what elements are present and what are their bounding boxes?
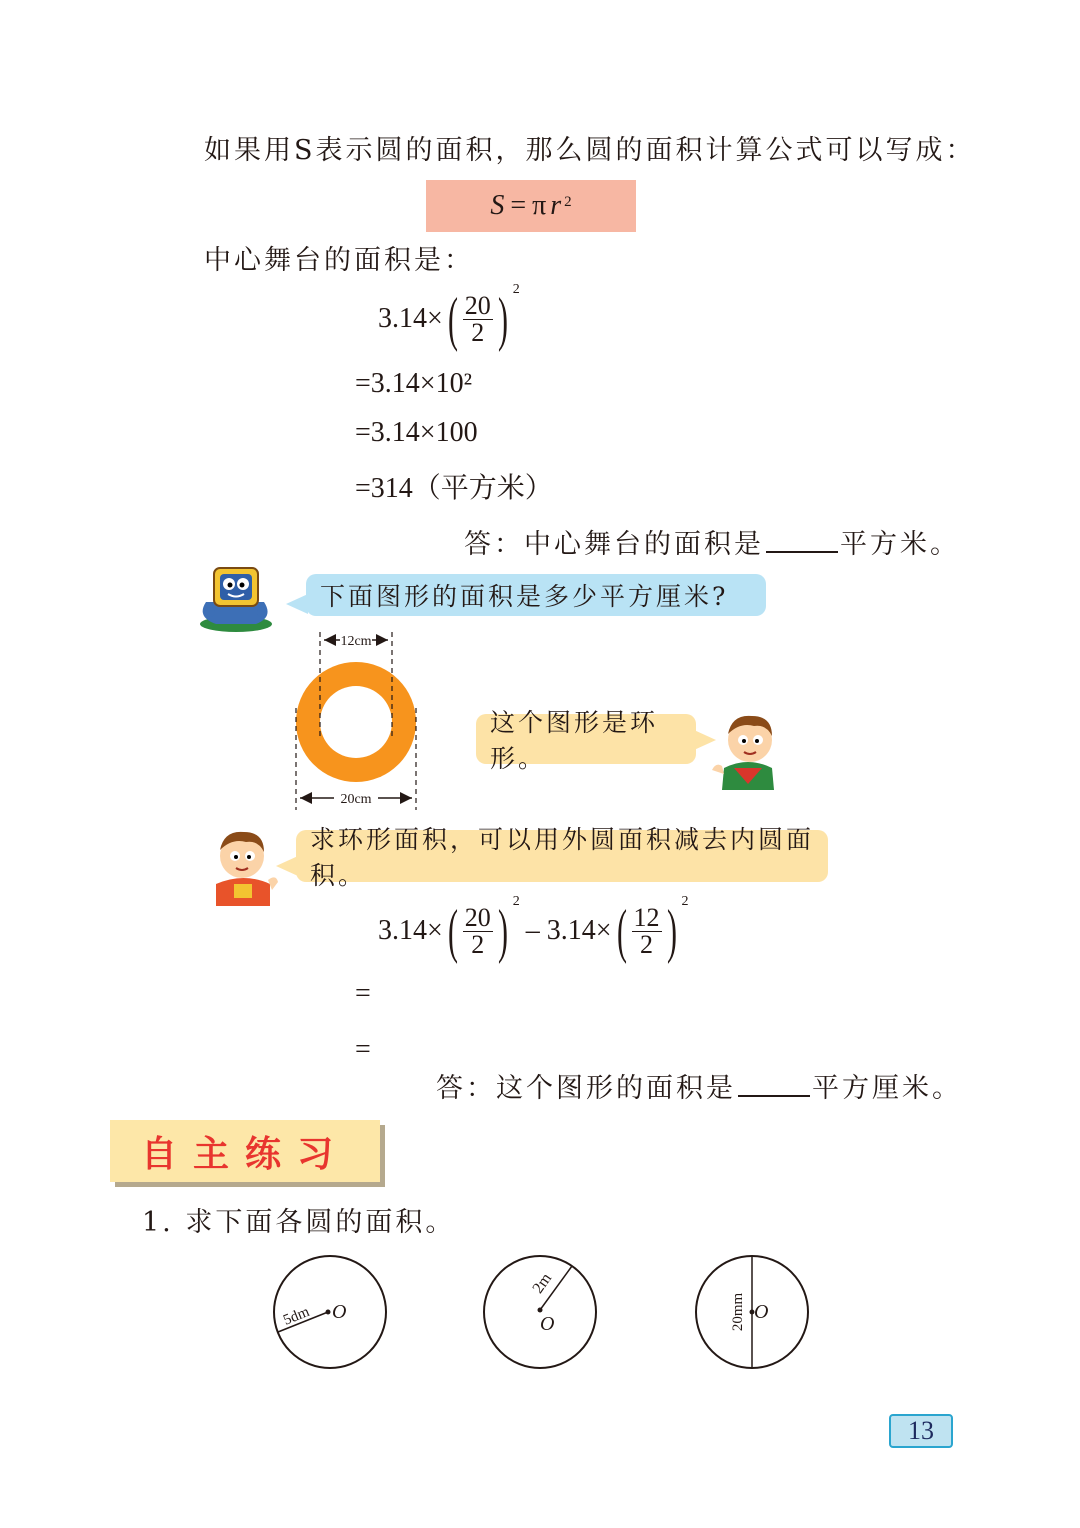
intro-text: 如果用S表示圆的面积，那么圆的面积计算公式可以写成： [204,135,976,166]
fraction-denominator: 2 [640,929,654,959]
fraction-numerator: 12 [633,902,660,932]
right-paren: ) [497,286,508,352]
fraction-numerator: 20 [464,290,491,320]
stage-step2: =3.14×10² [355,368,472,399]
area-formula [426,180,636,232]
ring-eq-line2: = [355,1034,371,1065]
stage-answer-prefix: 答：中心舞台的面积是 [464,529,764,560]
left-paren: ( [447,898,458,964]
exponent: 2 [512,282,520,297]
formula-eq: = [510,190,527,221]
inner-diameter-label: 12cm [340,634,372,649]
fraction [463,902,493,959]
ring-question: 下面图形的面积是多少平方厘米? [320,582,729,611]
stage-title: 中心舞台的面积是： [204,245,474,276]
bubble-tail [286,594,308,614]
circle-2-center: O [540,1313,555,1335]
circle-3-center: O [754,1301,769,1323]
circle-1-center: O [332,1301,347,1323]
formula-r: r [550,190,562,221]
fraction-denominator: 2 [471,929,485,959]
left-paren: ( [616,898,627,964]
circle-3-label: 20mm [730,1292,746,1332]
stage-answer-suffix: 平方米。 [840,529,960,560]
exponent: 2 [512,894,520,909]
circle-figure-1 [270,1252,390,1372]
circle-figure-2 [480,1252,600,1372]
ring-expr-prefix: 3.14× [378,915,443,946]
fraction-denominator: 2 [471,317,485,347]
page-number: 13 [889,1414,953,1448]
ring-figure [288,628,424,814]
bubble-tail [276,856,298,876]
ring-expression [378,896,689,966]
robot-mascot-icon [196,562,276,634]
fraction-numerator: 20 [464,902,491,932]
boy-character-icon [208,822,282,906]
stage-step3: =3.14×100 [355,417,478,448]
answer-blank[interactable] [766,551,838,553]
stage-step4: =314（平方米） [355,473,553,504]
practice-heading: 自主练习 [110,1120,380,1182]
stage-step1-prefix: 3.14× [378,303,443,334]
formula-pi: π [532,190,547,221]
left-paren: ( [447,286,458,352]
ring-eq-line1: = [355,978,371,1009]
ring-expr-minus: – 3.14× [525,915,612,946]
shape-bubble-text: 这个图形是环形。 [490,708,659,773]
fraction [463,290,493,347]
boy-character-icon [710,708,786,790]
circle-figure-3 [692,1252,812,1372]
ring-answer-suffix: 平方厘米。 [812,1073,962,1104]
stage-answer [464,522,960,561]
ring-answer [436,1066,962,1105]
shape-bubble [476,708,696,773]
right-paren: ) [497,898,508,964]
answer-blank[interactable] [738,1095,810,1097]
outer-diameter-label: 20cm [340,792,372,807]
circle-2-label: 2m [529,1270,556,1297]
ring-question-bubble [306,574,766,616]
formula-s: S [490,190,505,221]
exponent: 2 [681,894,689,909]
right-paren: ) [666,898,677,964]
inner-circle [320,686,392,758]
fraction [632,902,662,959]
circle-1-label: 5dm [281,1303,312,1329]
ring-answer-prefix: 答：这个图形的面积是 [436,1073,736,1104]
practice-question-1: 1. 求下面各圆的面积。 [142,1207,456,1238]
stage-step1 [378,284,520,354]
formula-exp: 2 [564,193,572,210]
method-bubble [296,825,828,890]
method-bubble-text: 求环形面积，可以用外圆面积减去内圆面积。 [310,825,815,890]
